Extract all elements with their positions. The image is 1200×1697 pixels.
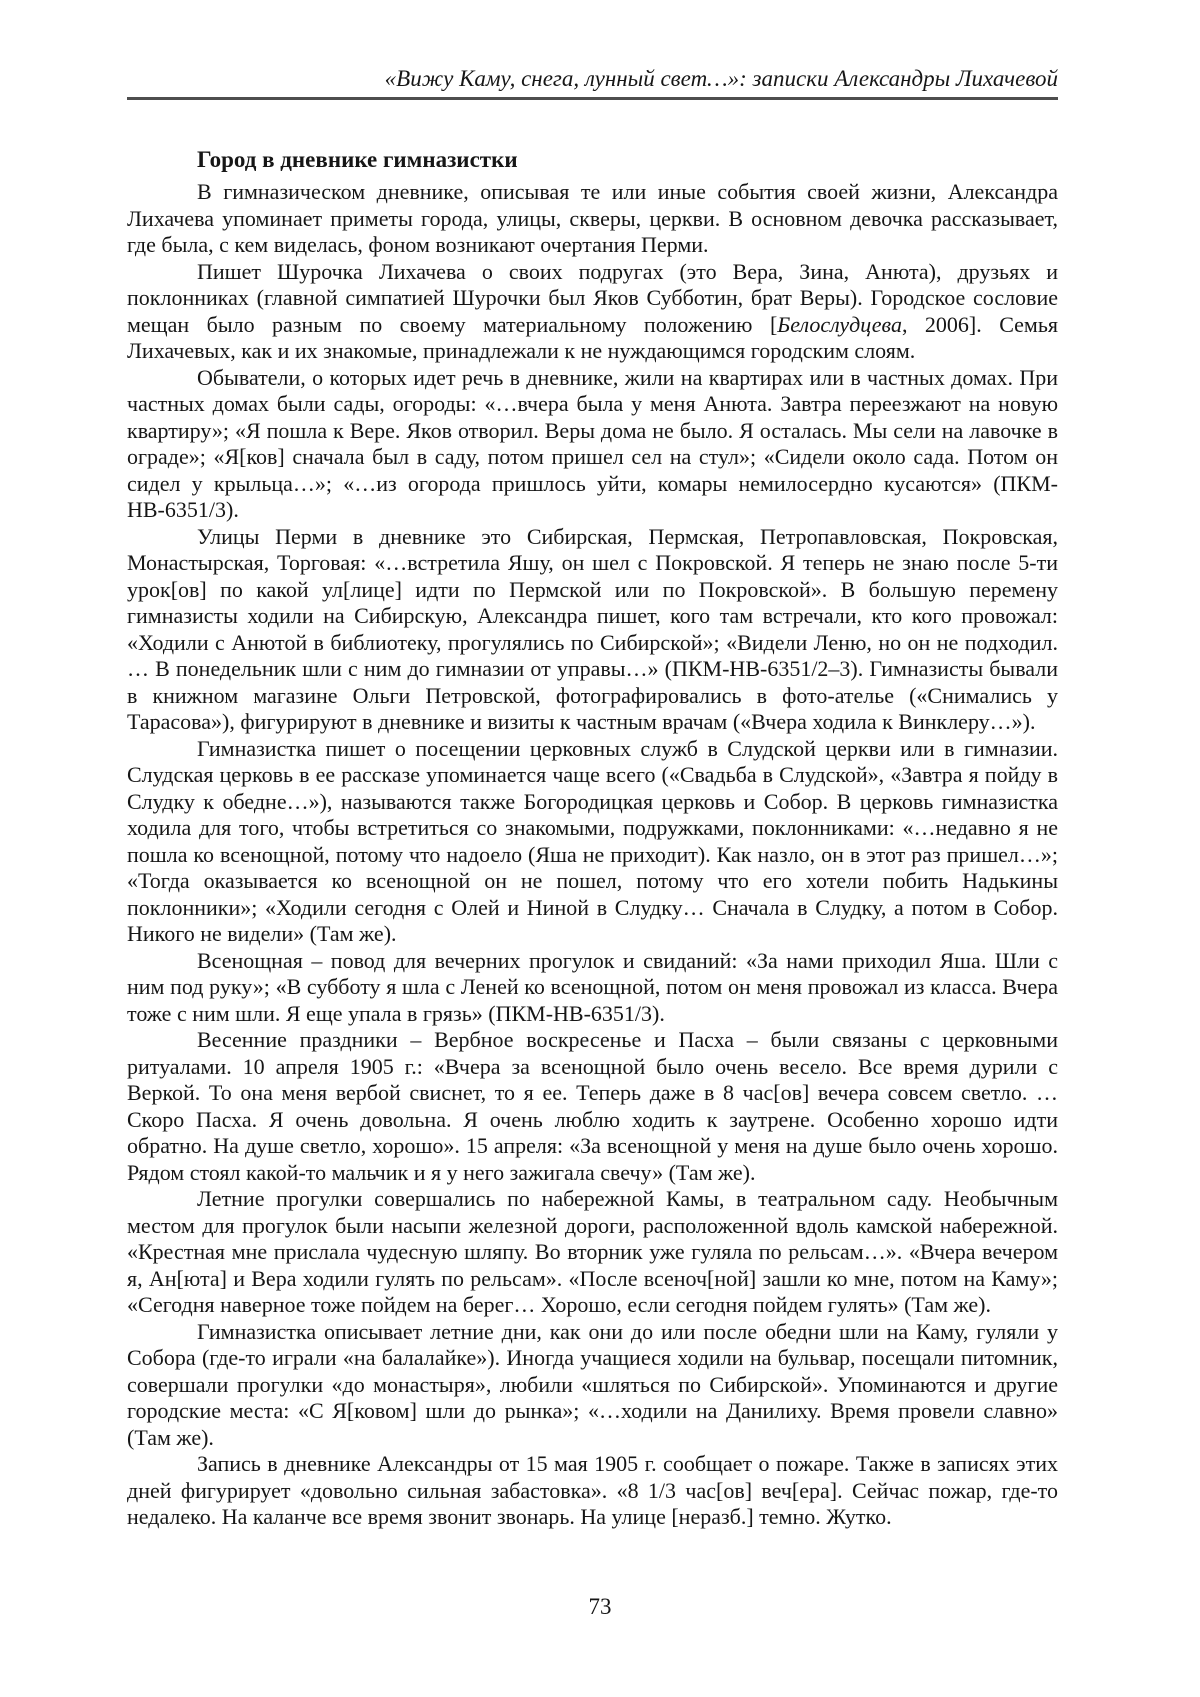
running-header: «Вижу Каму, снега, лунный свет…»: записки Александры Лихачевой — [384, 66, 1058, 91]
paragraph-8: Летние прогулки совершались по набережной Камы, в театральном саду. Необычным местом для прогулок были насыпи железной дороги, расположенной вдоль камской набережной. «Крестная мне прислала чудесную шляпу. Во вторник уже гуляла по рельсам…». «Вчера вечером я, Ан[юта] и Вера ходили гулять по рельсам». «После всеноч[ной] зашли ко мне, потом на Каму»; «Сегодня наверное тоже пойдем на берег… Хорошо, если сегодня пойдем гулять» (Там же). — [127, 1186, 1058, 1317]
paragraph-2-text: Пишет Шурочка Лихачева о своих подругах (это Вера, Зина, Анюта), друзьях и поклонниках (главной симпатией Шурочки был Яков Субботин, брат Веры). Городское сословие мещан было разным по своему материальному положению [ — [127, 258, 1058, 337]
article-body — [127, 179, 1058, 1531]
paragraph-5: Гимназистка пишет о посещении церковных служб в Слудской церкви или в гимназии. Слудская церковь в ее рассказе упоминается чаще всего («Свадьба в Слудской», «Завтра я пойду в Слудку к обедне…»), называются также Богородицкая церковь и Собор. В церковь гимназистка ходила для того, чтобы встретиться со знакомыми, подружками, поклонниками: «…недавно я не пошла ко всенощной, потому что надоело (Яша не приходит). Как назло, он в этот раз пришел…»; «Тогда оказывается ко всенощной он не пошел, потому что его хотели побить Надькины поклонники»; «Ходили сегодня с Олей и Ниной в Слудку… Сначала в Слудку, а потом в Собор. Никого не видели» (Там же). — [127, 735, 1058, 946]
page-number: 73 — [588, 1594, 612, 1619]
header-rule — [127, 97, 1058, 100]
paragraph-2 — [127, 259, 1058, 365]
citation-author: Белослудцева — [777, 311, 902, 337]
paragraph-2-text-cont: , 2006]. Семья Лихачевых, как и их знакомые, принадлежали к не нуждающимся городским слоям. — [127, 311, 1059, 363]
paragraph-6: Всенощная – повод для вечерних прогулок и свиданий: «За нами приходил Яша. Шли с ним под руку»; «В субботу я шла с Леней ко всенощной, потом он меня провожал из класса. Вчера тоже с ним шли. Я еще упала в грязь» (ПКМ-НВ-6351/3). — [127, 947, 1058, 1026]
paragraph-1: В гимназическом дневнике, описывая те или иные события своей жизни, Александра Лихачева упоминает приметы города, улицы, скверы, церкви. В основном девочка рассказывает, где была, с кем виделась, фоном возникают очертания Перми. — [127, 179, 1058, 257]
paragraph-4: Улицы Перми в дневнике это Сибирская, Пермская, Петропавловская, Покровская, Монастырская, Торговая: «…встретила Яшу, он шел с Покровской. Я теперь не знаю после 5-ти урок[ов] по какой ул[лице] идти по Пермской или по Покровской». В большую перемену гимназисты ходили на Сибирскую, Александра пишет, кого там встречали, кто кого провожал: «Ходили с Анютой в библиотеку, прогулялись по Сибирской»; «Видели Леню, но он не подходил. … В понедельник шли с ним до гимназии от управы…» (ПКМ-НВ-6351/2–3). Гимназисты бывали в книжном магазине Ольги Петровской, фотографировались в фото-ателье («Снимались у Тарасова»), фигурируют в дневнике и визиты к частным врачам («Вчера ходила к Винклеру…»). — [127, 523, 1058, 734]
paragraph-7: Весенние праздники – Вербное воскресенье и Пасха – были связаны с церковными ритуалами. 10 апреля 1905 г.: «Вчера за всенощной было очень весело. Все время дурили с Веркой. То она меня вербой свиснет, то я ее. Теперь даже в 8 час[ов] вечера совсем светло. …Скоро Пасха. Я очень довольна. Я очень люблю ходить к заутрене. Особенно хорошо идти обратно. На душе светло, хорошо». 15 апреля: «За всенощной у меня на душе было очень хорошо. Рядом стоял какой-то мальчик и я у него зажигала свечу» (Там же). — [127, 1027, 1058, 1185]
paragraph-9: Гимназистка описывает летние дни, как они до или после обедни шли на Каму, гуляли у Собора (где-то играли «на балалайке»). Иногда учащиеся ходили на бульвар, посещали питомник, совершали прогулки «до монастыря», любили «шляться по Сибирской». Упоминаются и другие городские места: «С Я[ковом] шли до рынка»; «…ходили на Данилиху. Время провели славно» (Там же). — [127, 1318, 1058, 1450]
page-content — [127, 0, 1058, 1531]
section-title: Город в дневнике гимназистки — [197, 147, 518, 172]
paragraph-10: Запись в дневнике Александры от 15 мая 1905 г. сообщает о пожаре. Также в записях этих дней фигурирует «довольно сильная забастовка». «8 1/3 час[ов] веч[ера]. Сейчас пожар, где-то недалеко. На каланче все время звонит звонарь. На улице [неразб.] темно. Жутко. — [127, 1451, 1058, 1529]
paragraph-3: Обыватели, о которых идет речь в дневнике, жили на квартирах или в частных домах. При частных домах были сады, огороды: «…вчера была у меня Анюта. Завтра переезжают на новую квартиру»; «Я пошла к Вере. Яков отворил. Веры дома не было. Я осталась. Мы сели на лавочке в ограде»; «Я[ков] сначала был в саду, потом пришел сел на стул»; «Сидели около сада. Потом он сидел у крыльца…»; «…из огорода пришлось уйти, комары немилосердно кусаются» (ПКМ-НВ-6351/3). — [127, 364, 1058, 522]
